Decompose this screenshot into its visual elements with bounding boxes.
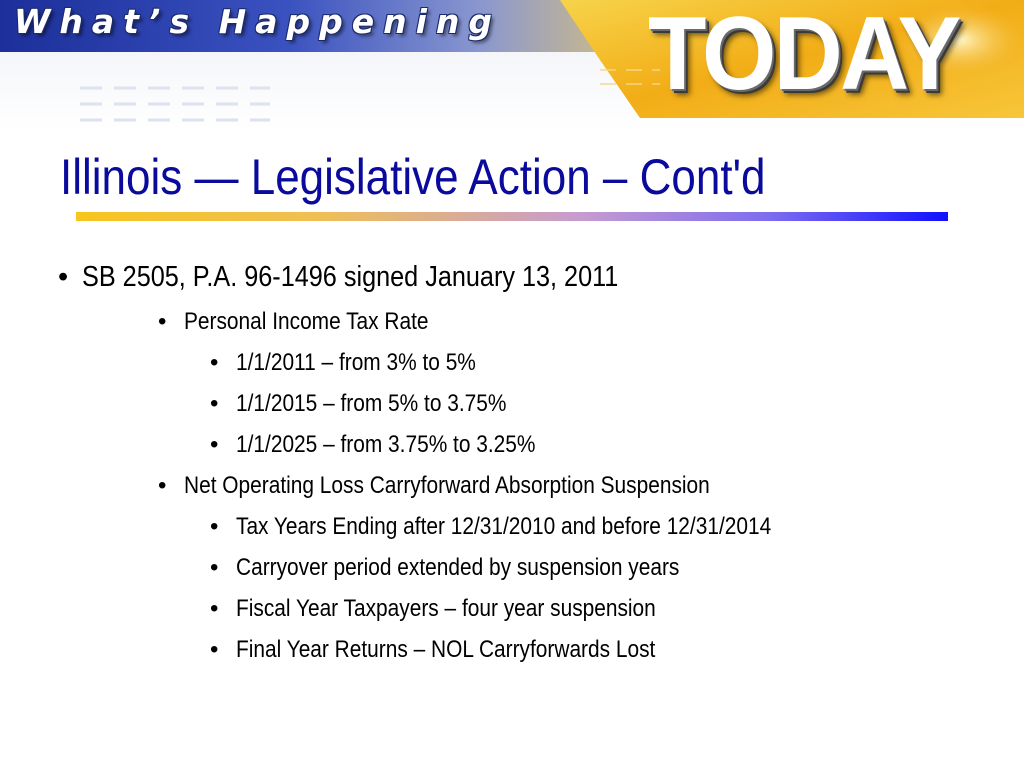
bullet-icon: • bbox=[158, 308, 167, 335]
list-item: Fiscal Year Taxpayers – four year suspension bbox=[236, 595, 656, 622]
list-item: 1/1/2025 – from 3.75% to 3.25% bbox=[236, 431, 536, 458]
bullet-icon: • bbox=[210, 595, 219, 622]
bullet-icon: • bbox=[210, 431, 219, 458]
bullet-icon: • bbox=[58, 261, 69, 293]
list-item: Personal Income Tax Rate bbox=[184, 308, 429, 335]
bullet-icon: • bbox=[210, 349, 219, 376]
bullet-icon: • bbox=[210, 390, 219, 417]
list-item: SB 2505, P.A. 96-1496 signed January 13, 2011 bbox=[82, 261, 619, 293]
slide-title: Illinois — Legislative Action – Cont'd bbox=[60, 149, 766, 205]
today-logo: TODAY bbox=[648, 0, 959, 112]
bullet-icon: • bbox=[210, 554, 219, 581]
banner-tagline: What’s Happening bbox=[14, 2, 502, 41]
list-item: Final Year Returns – NOL Carryforwards Lost bbox=[236, 636, 656, 663]
list-item: Net Operating Loss Carryforward Absorption Suspension bbox=[184, 472, 710, 499]
list-item: Carryover period extended by suspension years bbox=[236, 554, 680, 581]
bullet-icon: • bbox=[210, 513, 219, 540]
list-item: Tax Years Ending after 12/31/2010 and before 12/31/2014 bbox=[236, 513, 772, 540]
list-item: 1/1/2011 – from 3% to 5% bbox=[236, 349, 476, 376]
bullet-icon: • bbox=[158, 472, 167, 499]
bullet-icon: • bbox=[210, 636, 219, 663]
list-item: 1/1/2015 – from 5% to 3.75% bbox=[236, 390, 507, 417]
